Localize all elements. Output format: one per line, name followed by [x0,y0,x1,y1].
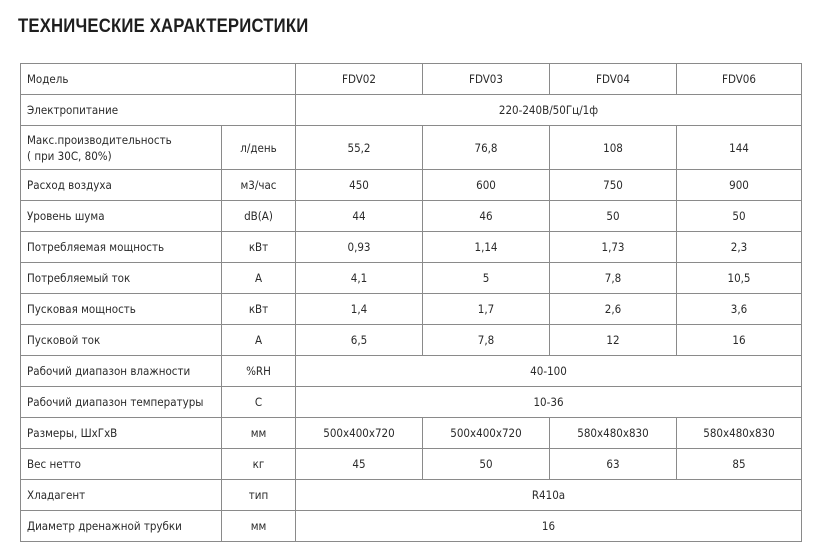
row-label: Диаметр дренажной трубки [21,511,222,542]
row-label: Уровень шума [21,201,222,232]
row-unit: А [222,263,296,294]
model-fdv04: FDV04 [550,64,677,95]
power-supply-value: 220-240В/50Гц/1ф [296,95,802,126]
cell-value: 600 [423,170,550,201]
cell-value: 55,2 [296,126,423,170]
row-label: Пусковой ток [21,325,222,356]
cell-value: 10,5 [677,263,802,294]
row-label: Рабочий диапазон влажности [21,356,222,387]
cell-value: 6,5 [296,325,423,356]
table-row-refrigerant [21,480,802,511]
cell-value: 900 [677,170,802,201]
table-row-net-weight [21,449,802,480]
cell-value: 7,8 [550,263,677,294]
drain-diameter-value: 16 [296,511,802,542]
cell-value: 1,73 [550,232,677,263]
row-unit: С [222,387,296,418]
cell-value: 3,6 [677,294,802,325]
row-unit: мм [222,511,296,542]
row-label: Потребляемый ток [21,263,222,294]
cell-value: 750 [550,170,677,201]
humidity-range-value: 40-100 [296,356,802,387]
table-row-start-power [21,294,802,325]
model-fdv02: FDV02 [296,64,423,95]
row-label: Электропитание [21,95,296,126]
row-unit: %RH [222,356,296,387]
temp-range-value: 10-36 [296,387,802,418]
row-label: Хладагент [21,480,222,511]
cell-value: 45 [296,449,423,480]
cell-value: 44 [296,201,423,232]
row-unit: тип [222,480,296,511]
table-row-current [21,263,802,294]
cell-value: 1,4 [296,294,423,325]
row-label-model: Модель [21,64,296,95]
cell-value: 108 [550,126,677,170]
cell-value: 450 [296,170,423,201]
cell-value: 50 [550,201,677,232]
cell-value: 500х400х720 [423,418,550,449]
cell-value: 580х480х830 [677,418,802,449]
capacity-label-line1: Макс.производительность [27,132,172,147]
model-fdv06: FDV06 [677,64,802,95]
refrigerant-value: R410a [296,480,802,511]
cell-value: 500х400х720 [296,418,423,449]
cell-value: 1,7 [423,294,550,325]
cell-value: 7,8 [423,325,550,356]
cell-value: 0,93 [296,232,423,263]
cell-value: 5 [423,263,550,294]
table-row-noise [21,201,802,232]
capacity-label-line2: ( при 30С, 80%) [27,148,112,163]
cell-value: 46 [423,201,550,232]
row-unit: м3/час [222,170,296,201]
cell-value: 2,3 [677,232,802,263]
table-row-capacity [21,126,802,170]
table-row-dimensions [21,418,802,449]
row-unit: кВт [222,294,296,325]
row-unit: мм [222,418,296,449]
cell-value: 2,6 [550,294,677,325]
row-label: Размеры, ШхГхВ [21,418,222,449]
cell-value: 144 [677,126,802,170]
table-row-start-current [21,325,802,356]
row-label: Пусковая мощность [21,294,222,325]
row-label: Рабочий диапазон температуры [21,387,222,418]
cell-value: 580х480х830 [550,418,677,449]
cell-value: 76,8 [423,126,550,170]
row-unit: dB(A) [222,201,296,232]
cell-value: 50 [423,449,550,480]
model-fdv03: FDV03 [423,64,550,95]
table-row-header [21,64,802,95]
cell-value: 12 [550,325,677,356]
cell-value: 85 [677,449,802,480]
spec-table [20,63,802,542]
cell-value: 16 [677,325,802,356]
table-row-humidity-range [21,356,802,387]
cell-value: 1,14 [423,232,550,263]
table-row-power-consumption [21,232,802,263]
cell-value: 4,1 [296,263,423,294]
row-label [21,126,222,170]
row-label: Вес нетто [21,449,222,480]
row-label: Расход воздуха [21,170,222,201]
row-unit: л/день [222,126,296,170]
table-row-drain-diameter [21,511,802,542]
row-unit: кВт [222,232,296,263]
table-row-airflow [21,170,802,201]
cell-value: 63 [550,449,677,480]
table-row-temp-range [21,387,802,418]
row-unit: А [222,325,296,356]
table-row-power-supply [21,95,802,126]
row-unit: кг [222,449,296,480]
page-title: ТЕХНИЧЕСКИЕ ХАРАКТЕРИСТИКИ [18,16,309,37]
cell-value: 50 [677,201,802,232]
row-label: Потребляемая мощность [21,232,222,263]
